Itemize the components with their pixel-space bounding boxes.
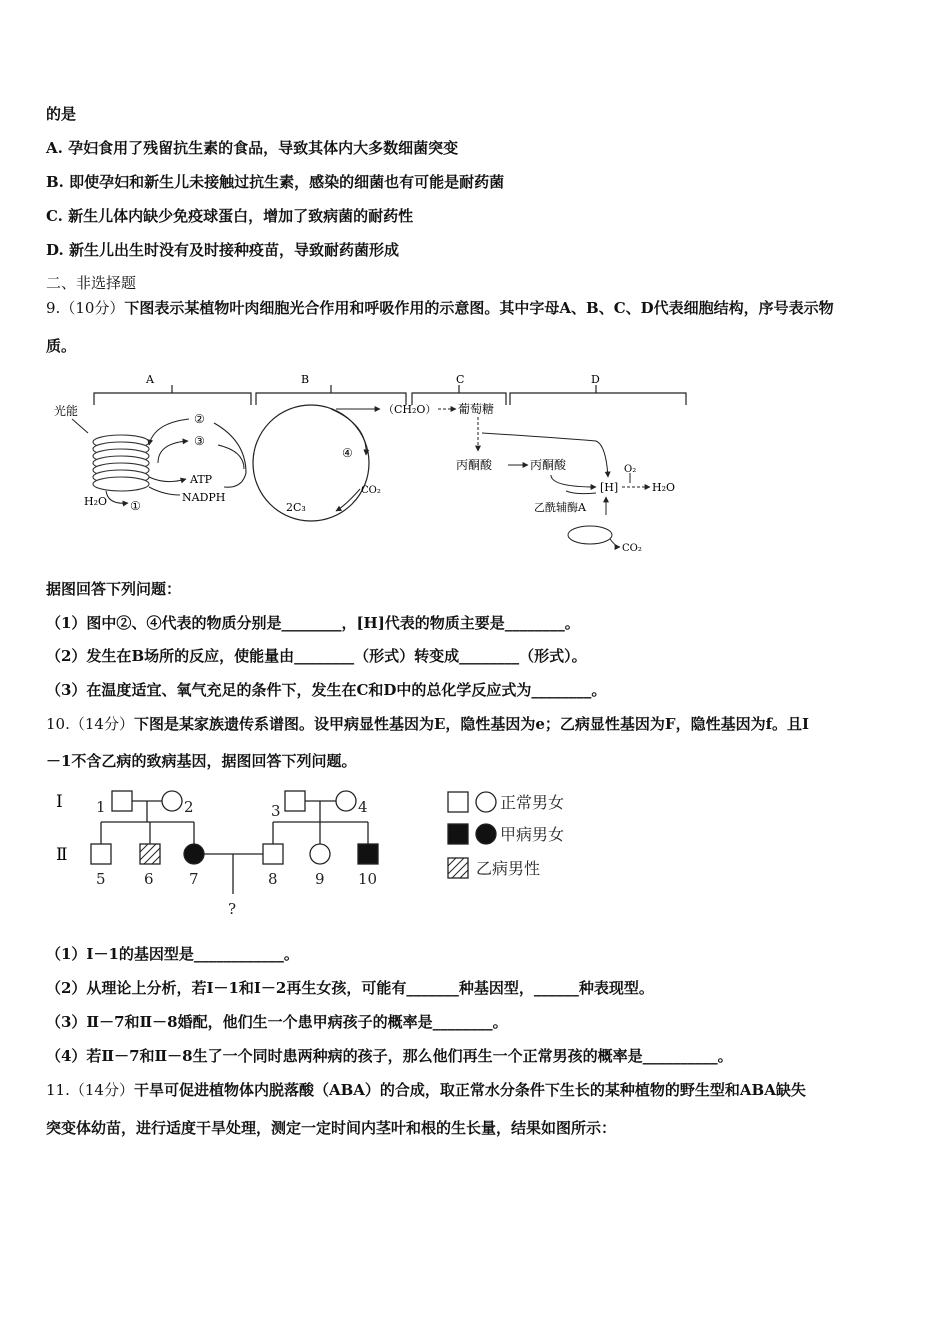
id-3: 3 <box>271 802 281 820</box>
individual-6 <box>140 844 160 864</box>
option-letter: B. <box>46 173 64 191</box>
q10-subq-4: （4）若Ⅱ－7和Ⅱ－8生了一个同时患两种病的孩子，那么他们再生一个正常男孩的概率是__________。 <box>46 1047 733 1065</box>
individual-4 <box>336 791 356 811</box>
question-stem: 下图表示某植物叶肉细胞光合作用和呼吸作用的示意图。其中字母A、B、C、D代表细胞结构，序号表示物 <box>124 299 834 317</box>
individual-7 <box>184 844 204 864</box>
individual-9 <box>310 844 330 864</box>
individual-2 <box>162 791 182 811</box>
o2-label: O₂ <box>624 464 637 475</box>
substance-3: ③ <box>194 434 205 448</box>
q9-subq-2: （2）发生在B场所的反应，使能量由________（形式）转变成________（形式）。 <box>46 647 587 665</box>
legend-disease-b-label: 乙病男性 <box>476 859 541 878</box>
q8-option-b <box>46 171 504 192</box>
question-number: 10. <box>46 715 70 733</box>
legend-normal-female-icon <box>476 792 496 812</box>
c3-label: 2C₃ <box>286 501 306 514</box>
q9-intro: 据图回答下列问题： <box>46 580 182 598</box>
substance-1: ① <box>130 499 141 513</box>
substance-2: ② <box>194 412 205 426</box>
label-b: B <box>301 373 310 386</box>
generation-2-label: Ⅱ <box>56 845 68 865</box>
option-text: 新生儿体内缺少免疫球蛋白，增加了致病菌的耐药性 <box>68 207 414 225</box>
option-text: 孕妇食用了残留抗生素的食品，导致其体内大多数细菌突变 <box>68 139 459 157</box>
individual-3 <box>285 791 305 811</box>
option-letter: C. <box>46 207 63 225</box>
q9-subq-3: （3）在温度适宜、氧气充足的条件下，发生在C和D中的总化学反应式为________。 <box>46 681 607 699</box>
photosynthesis-diagram <box>46 365 696 560</box>
id-1: 1 <box>96 798 106 816</box>
thylakoid-stack-icon <box>93 435 149 491</box>
legend-disease-a-female-icon <box>476 824 496 844</box>
legend-normal-label: 正常男女 <box>500 793 565 812</box>
h2o-left: H₂O <box>84 495 108 508</box>
label-d: D <box>591 373 600 386</box>
krebs-cycle <box>568 526 612 544</box>
q8-option-a <box>46 137 458 158</box>
q10-stem-line2: －1不含乙病的致病基因，据图回答下列问题。 <box>46 752 357 770</box>
question-number: 11. <box>46 1081 70 1099</box>
question-score: （10分） <box>60 299 125 317</box>
h2o-right: H₂O <box>652 481 676 494</box>
question-score: （14分） <box>69 715 134 733</box>
label-a: A <box>146 373 154 386</box>
id-2: 2 <box>184 798 194 816</box>
q8-stem-tail: 的是 <box>46 105 77 123</box>
q10-subq-2: （2）从理论上分析，若Ⅰ－1和Ⅰ－2再生女孩，可能有_______种基因型，______种表现型。 <box>46 979 654 997</box>
light-arrow <box>72 419 88 433</box>
q9-stem-line1 <box>46 297 834 318</box>
q9-stem-line2: 质。 <box>46 337 77 355</box>
q11-stem-line1 <box>46 1079 806 1100</box>
substance-4: ④ <box>342 446 353 460</box>
id-6: 6 <box>144 870 154 888</box>
pedigree-chart <box>46 782 606 922</box>
id-4: 4 <box>358 798 368 816</box>
question-stem: 下图是某家族遗传系谱图。设甲病显性基因为E，隐性基因为e；乙病显性基因为F，隐性基因为f。且Ⅰ <box>133 715 810 733</box>
id-9: 9 <box>315 870 325 888</box>
option-letter: A. <box>46 139 63 157</box>
region-brackets <box>94 385 686 405</box>
legend-disease-a-male-icon <box>448 824 468 844</box>
unknown-child: ? <box>228 900 237 918</box>
individual-1 <box>112 791 132 811</box>
legend-disease-a-label: 甲病男女 <box>500 825 565 844</box>
option-letter: D. <box>46 241 64 259</box>
acetyl-coa-label: 乙酰辅酶A <box>534 501 586 514</box>
ch2o-label: （CH₂O） <box>383 403 437 416</box>
question-score: （14分） <box>69 1081 134 1099</box>
co2-d: CO₂ <box>622 543 642 554</box>
id-8: 8 <box>268 870 278 888</box>
question-number: 9. <box>46 299 61 317</box>
legend-normal-male-icon <box>448 792 468 812</box>
q11-stem-line2: 突变体幼苗，进行适度干旱处理，测定一定时间内茎叶和根的生长量，结果如图所示： <box>46 1119 617 1137</box>
h-label: [H] <box>600 481 619 494</box>
label-c: C <box>456 373 465 386</box>
question-stem: 干旱可促进植物体内脱落酸（ABA）的合成，取正常水分条件下生长的某种植物的野生型和ABA缺失 <box>133 1081 806 1099</box>
individual-10 <box>358 844 378 864</box>
q8-option-d <box>46 239 399 260</box>
q8-option-c <box>46 205 413 226</box>
option-text: 新生儿出生时没有及时接种疫苗，导致耐药菌形成 <box>68 241 399 259</box>
id-10: 10 <box>358 870 378 888</box>
calvin-cycle <box>253 405 369 521</box>
pyruvate-d: 丙酮酸 <box>530 458 567 472</box>
q10-subq-1: （1）Ⅰ－1的基因型是____________。 <box>46 945 299 963</box>
individual-8 <box>263 844 283 864</box>
individual-5 <box>91 844 111 864</box>
option-text: 即使孕妇和新生儿未接触过抗生素，感染的细菌也有可能是耐药菌 <box>69 173 505 191</box>
id-7: 7 <box>189 870 199 888</box>
light-energy-label: 光能 <box>54 404 79 418</box>
pyruvate-c: 丙酮酸 <box>456 458 493 472</box>
atp-label: ATP <box>190 473 213 486</box>
q10-stem-line1 <box>46 713 809 734</box>
q10-subq-3: （3）Ⅱ－7和Ⅱ－8婚配，他们生一个患甲病孩子的概率是________。 <box>46 1013 508 1031</box>
co2-b: CO₂ <box>361 485 381 496</box>
generation-1-label: Ⅰ <box>56 792 63 812</box>
q9-subq-1: （1）图中②、④代表的物质分别是________，[H]代表的物质主要是________。 <box>46 614 580 632</box>
legend-disease-b-male-icon <box>448 858 468 878</box>
nadph-label: NADPH <box>182 491 226 504</box>
section-title: 二、非选择题 <box>46 274 137 292</box>
id-5: 5 <box>96 870 106 888</box>
glucose-label: 葡萄糖 <box>458 402 495 416</box>
